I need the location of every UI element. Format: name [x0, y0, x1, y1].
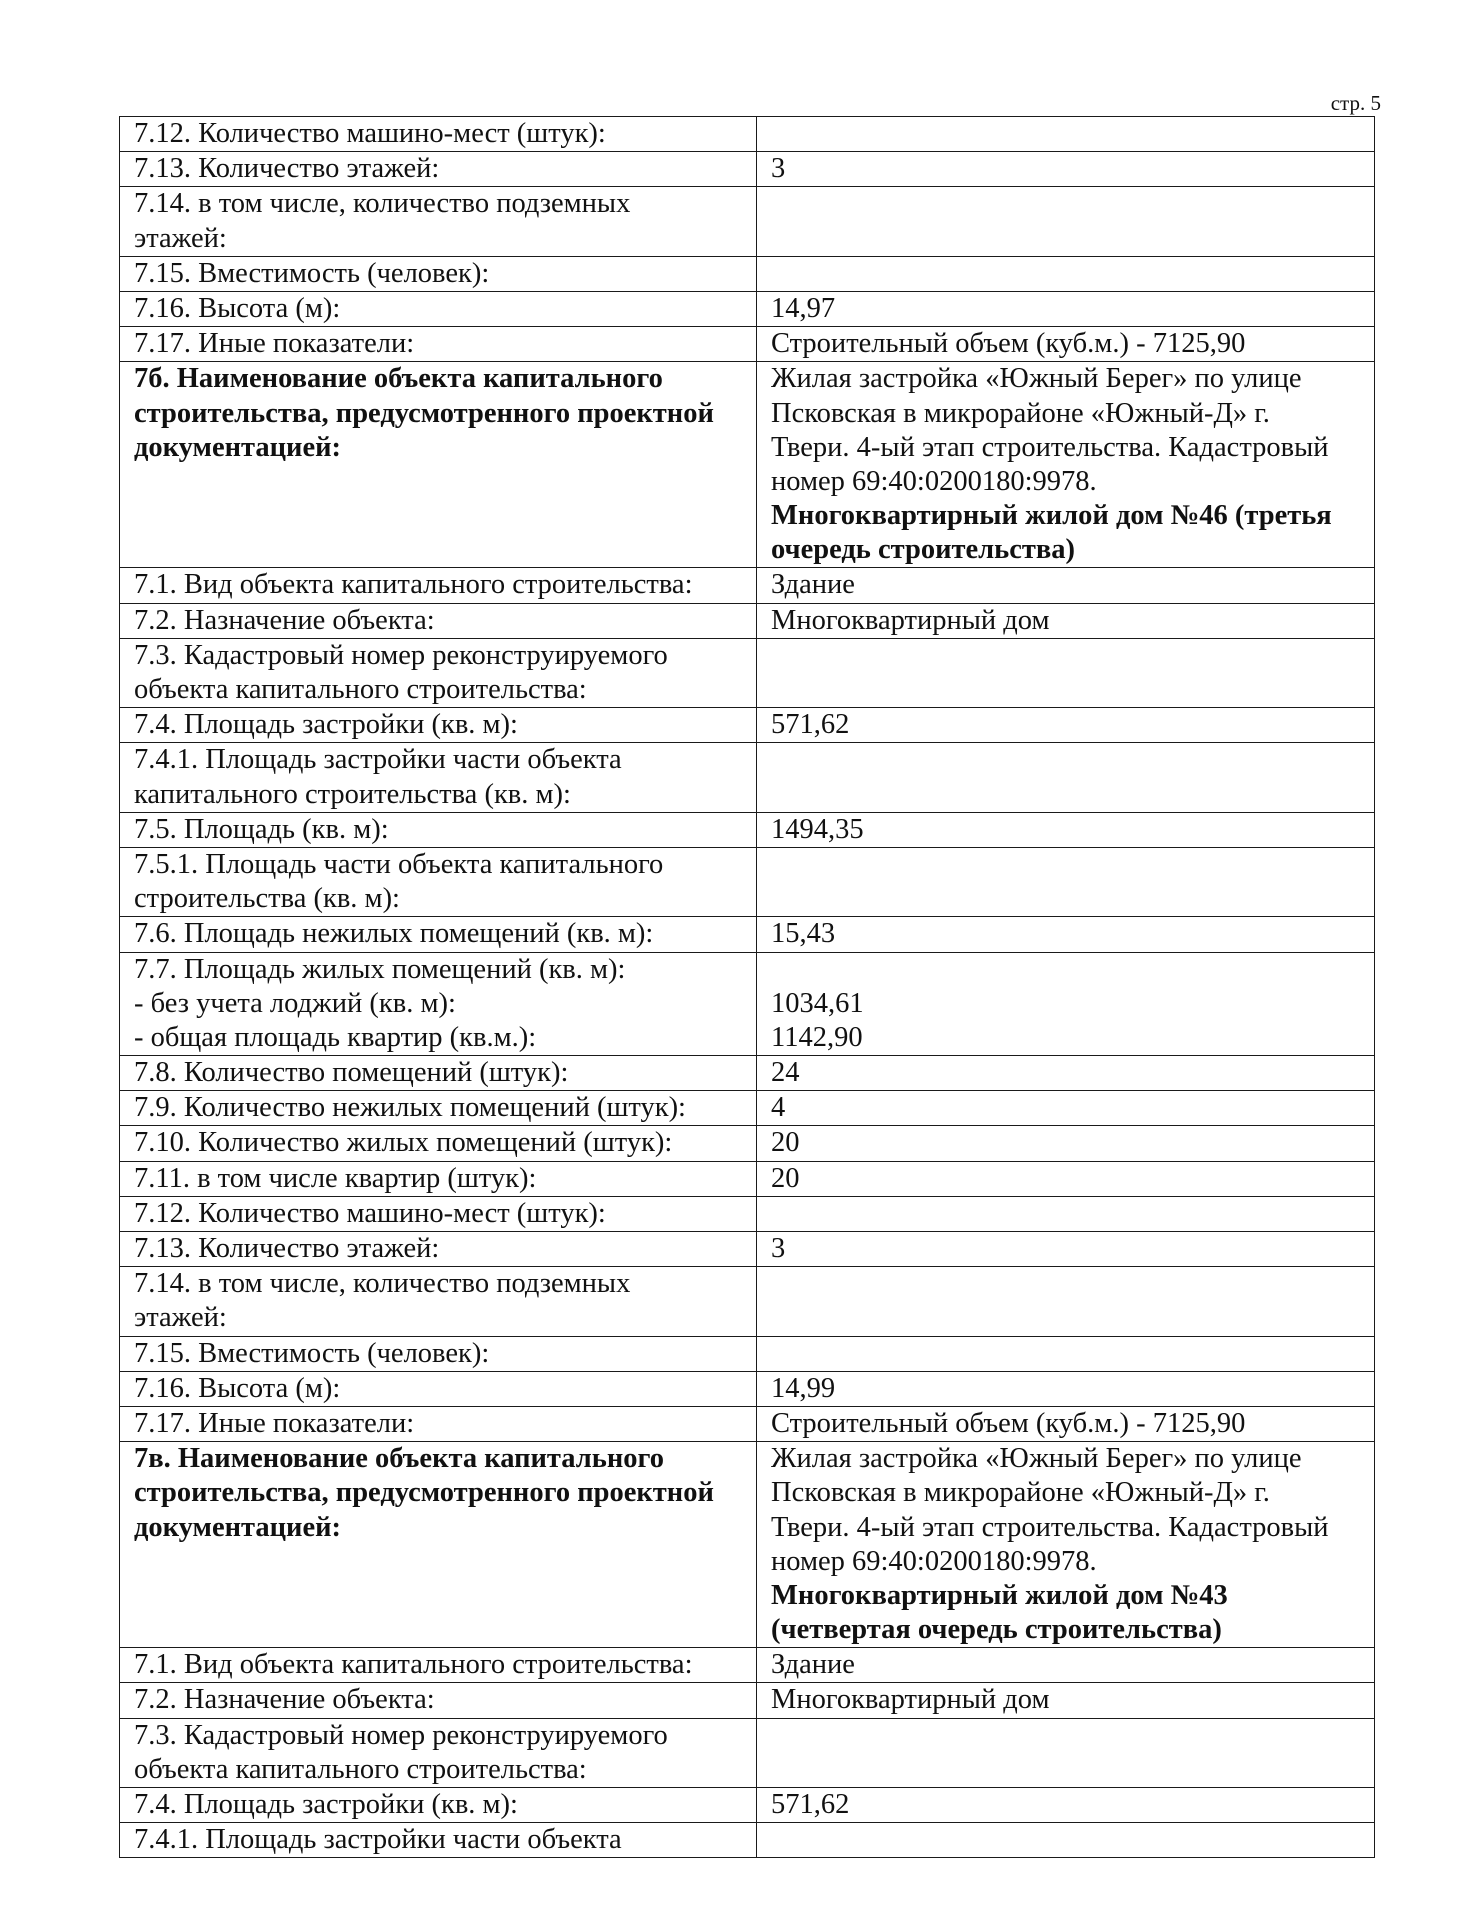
field-value-cell [757, 1337, 1374, 1371]
field-value-cell [757, 1091, 1374, 1125]
label-line: объекта капитального строительства: [134, 1753, 587, 1785]
value-line: 571,62 [771, 1789, 850, 1820]
field-label-cell [120, 1091, 757, 1125]
label-line: 7.5. Площадь (кв. м): [134, 813, 389, 845]
object-characteristics-table [119, 116, 1375, 1858]
field-value-cell [757, 257, 1374, 291]
value-line: 1142,90 [771, 1021, 863, 1053]
label-line: 7.1. Вид объекта капитального строительства: [134, 569, 693, 601]
table-row [120, 1372, 1374, 1407]
field-value-cell [757, 1823, 1374, 1857]
field-label-cell [120, 1162, 757, 1196]
value-line [771, 1337, 1362, 1371]
value-line: 14,97 [771, 292, 836, 324]
table-row [120, 1056, 1374, 1091]
field-label-cell [120, 604, 757, 638]
table-row [120, 743, 1374, 812]
table-row [120, 604, 1374, 639]
field-value-cell [757, 639, 1374, 707]
table-row [120, 1719, 1374, 1788]
table-row [120, 639, 1374, 708]
label-line: капитального строительства (кв. м): [134, 778, 571, 810]
value-line [771, 187, 1362, 221]
table-row [120, 848, 1374, 917]
field-label-cell [120, 187, 757, 255]
field-value-cell [757, 187, 1374, 255]
table-row [120, 292, 1374, 327]
table-row [120, 708, 1374, 743]
table-row [120, 1091, 1374, 1126]
value-line: номер 69:40:0200180:9978. [771, 1545, 1097, 1577]
label-line: 7.15. Вместимость (человек): [134, 1337, 490, 1369]
field-label-cell [120, 1232, 757, 1266]
table-row [120, 1823, 1374, 1857]
field-label-cell [120, 1197, 757, 1231]
table-row [120, 1162, 1374, 1197]
field-value-cell [757, 327, 1374, 361]
value-line: 1494,35 [771, 813, 864, 845]
label-line: - общая площадь квартир (кв.м.): [134, 1021, 537, 1053]
field-label-cell [120, 257, 757, 291]
field-label-cell [120, 848, 757, 916]
label-line: 7.10. Количество жилых помещений (штук): [134, 1127, 673, 1159]
table-row [120, 1683, 1374, 1718]
label-line: 7.3. Кадастровый номер реконструируемого [134, 1719, 668, 1751]
value-line: Жилая застройка «Южный Берег» по улице [771, 1443, 1302, 1475]
field-value-cell [757, 1372, 1374, 1406]
label-line: - без учета лоджий (кв. м): [134, 987, 456, 1019]
field-value-cell [757, 708, 1374, 742]
field-value-cell [757, 117, 1374, 151]
field-value-cell [757, 1407, 1374, 1441]
value-line: Строительный объем (куб.м.) - 7125,90 [771, 328, 1246, 360]
label-line: 7.13. Количество этажей: [134, 153, 440, 185]
value-line [771, 639, 1362, 673]
field-value-cell [757, 604, 1374, 638]
field-label-cell [120, 639, 757, 707]
field-value-cell [757, 1126, 1374, 1160]
value-line [771, 1823, 1362, 1857]
table-row [120, 1788, 1374, 1823]
value-line [771, 848, 1362, 882]
section-header-row [120, 1442, 1374, 1648]
value-line: 20 [771, 1127, 800, 1159]
label-line: 7.16. Высота (м): [134, 292, 341, 324]
label-line: этажей: [134, 1302, 227, 1334]
building-name-line: (четвертая очередь строительства) [771, 1614, 1222, 1646]
value-line: Строительный объем (куб.м.) - 7125,90 [771, 1407, 1246, 1439]
value-line [771, 953, 1362, 987]
field-value-cell [757, 568, 1374, 602]
label-line: 7.4.1. Площадь застройки части объекта [134, 1824, 622, 1856]
label-line: 7.12. Количество машино-мест (штук): [134, 1197, 606, 1229]
label-line: строительства, предусмотренного проектной [134, 397, 714, 429]
value-line: 15,43 [771, 918, 836, 950]
section-title-cell [120, 362, 757, 567]
field-value-cell [757, 1197, 1374, 1231]
field-label-cell [120, 708, 757, 742]
field-value-cell [757, 953, 1374, 1056]
table-row [120, 1126, 1374, 1161]
label-line: 7.7. Площадь жилых помещений (кв. м): [134, 953, 626, 985]
label-line: документацией: [134, 1511, 342, 1543]
label-line: 7.6. Площадь нежилых помещений (кв. м): [134, 918, 654, 950]
value-line: Псковская в микрорайоне «Южный-Д» г. [771, 397, 1270, 429]
table-row [120, 327, 1374, 362]
value-line: номер 69:40:0200180:9978. [771, 465, 1097, 497]
table-row [120, 917, 1374, 952]
table-row [120, 1407, 1374, 1442]
label-line: 7.13. Количество этажей: [134, 1233, 440, 1264]
label-line: 7б. Наименование объекта капитального [134, 363, 663, 395]
label-line: 7.2. Назначение объекта: [134, 1684, 435, 1716]
field-value-cell [757, 813, 1374, 847]
table-row [120, 152, 1374, 187]
field-label-cell [120, 1823, 757, 1857]
label-line: 7в. Наименование объекта капитального [134, 1443, 664, 1475]
value-line: Псковская в микрорайоне «Южный-Д» г. [771, 1477, 1270, 1509]
field-value-cell [757, 1683, 1374, 1717]
label-line: 7.3. Кадастровый номер реконструируемого [134, 639, 668, 671]
value-line: 4 [771, 1092, 786, 1124]
object-description-cell [757, 1442, 1374, 1647]
value-line [771, 1197, 1362, 1231]
field-label-cell [120, 1056, 757, 1090]
label-line: 7.4. Площадь застройки (кв. м): [134, 709, 518, 741]
label-line: строительства, предусмотренного проектной [134, 1477, 714, 1509]
field-label-cell [120, 1407, 757, 1441]
field-label-cell [120, 743, 757, 811]
field-value-cell [757, 917, 1374, 951]
value-line [771, 743, 1362, 777]
table-row [120, 1197, 1374, 1232]
value-line: Твери. 4-ый этап строительства. Кадастровый [771, 431, 1329, 463]
value-line: 3 [771, 153, 786, 185]
value-line: 3 [771, 1233, 786, 1264]
value-line: 1034,61 [771, 987, 864, 1019]
section-header-row [120, 362, 1374, 568]
value-line [771, 117, 1362, 151]
table-row [120, 187, 1374, 256]
label-line: 7.16. Высота (м): [134, 1372, 341, 1404]
label-line: документацией: [134, 431, 342, 463]
label-line: строительства (кв. м): [134, 883, 400, 915]
table-row [120, 568, 1374, 603]
table-row [120, 1337, 1374, 1372]
field-value-cell [757, 1162, 1374, 1196]
table-row [120, 813, 1374, 848]
field-label-cell [120, 1372, 757, 1406]
field-label-cell [120, 1788, 757, 1822]
table-row [120, 1267, 1374, 1336]
field-value-cell [757, 743, 1374, 811]
field-value-cell [757, 1788, 1374, 1822]
field-label-cell [120, 292, 757, 326]
field-value-cell [757, 1648, 1374, 1682]
label-line: 7.12. Количество машино-мест (штук): [134, 118, 606, 149]
field-label-cell [120, 1648, 757, 1682]
value-line: 24 [771, 1057, 800, 1089]
table-row [120, 257, 1374, 292]
table-row [120, 1648, 1374, 1683]
label-line: 7.4. Площадь застройки (кв. м): [134, 1789, 518, 1820]
field-label-cell [120, 1126, 757, 1160]
field-value-cell [757, 1719, 1374, 1787]
field-value-cell [757, 1232, 1374, 1266]
label-line: 7.15. Вместимость (человек): [134, 257, 490, 289]
label-line: 7.11. в том числе квартир (штук): [134, 1162, 537, 1194]
field-value-cell [757, 848, 1374, 916]
label-line: 7.14. в том числе, количество подземных [134, 188, 631, 220]
field-label-cell [120, 568, 757, 602]
label-line: 7.14. в том числе, количество подземных [134, 1268, 631, 1300]
label-line: 7.5.1. Площадь части объекта капитального [134, 848, 664, 880]
value-line: Твери. 4-ый этап строительства. Кадастровый [771, 1511, 1329, 1543]
field-label-cell [120, 917, 757, 951]
label-line: 7.4.1. Площадь застройки части объекта [134, 744, 622, 776]
label-line: 7.9. Количество нежилых помещений (штук): [134, 1092, 686, 1124]
label-line: этажей: [134, 222, 227, 254]
value-line: 20 [771, 1162, 800, 1194]
field-label-cell [120, 117, 757, 151]
field-value-cell [757, 1267, 1374, 1335]
label-line: 7.1. Вид объекта капитального строительства: [134, 1649, 693, 1681]
value-line: 14,99 [771, 1372, 836, 1404]
section-title-cell [120, 1442, 757, 1647]
building-name-line: Многоквартирный жилой дом №46 (третья [771, 500, 1332, 532]
value-line [771, 1719, 1362, 1753]
field-value-cell [757, 1056, 1374, 1090]
value-line: 571,62 [771, 709, 850, 741]
label-line: объекта капитального строительства: [134, 674, 587, 705]
value-line: Здание [771, 569, 855, 601]
label-line: 7.8. Количество помещений (штук): [134, 1057, 569, 1089]
field-label-cell [120, 813, 757, 847]
label-line: 7.17. Иные показатели: [134, 1407, 415, 1439]
field-label-cell [120, 953, 757, 1056]
value-line: Многоквартирный дом [771, 1684, 1050, 1716]
field-label-cell [120, 1337, 757, 1371]
field-label-cell [120, 1267, 757, 1335]
field-value-cell [757, 292, 1374, 326]
table-row [120, 1232, 1374, 1267]
object-description-cell [757, 362, 1374, 567]
label-line: 7.17. Иные показатели: [134, 328, 415, 360]
field-label-cell [120, 1719, 757, 1787]
value-line [771, 1267, 1362, 1301]
label-line: 7.2. Назначение объекта: [134, 604, 435, 636]
value-line: Здание [771, 1649, 855, 1681]
page-number: стр. 5 [1330, 91, 1381, 115]
building-name-line: Многоквартирный жилой дом №43 [771, 1579, 1228, 1611]
field-label-cell [120, 152, 757, 186]
field-value-cell [757, 152, 1374, 186]
field-label-cell [120, 327, 757, 361]
value-line [771, 257, 1362, 291]
table-row [120, 953, 1374, 1057]
building-name-line: очередь строительства) [771, 534, 1075, 566]
field-label-cell [120, 1683, 757, 1717]
value-line: Многоквартирный дом [771, 604, 1050, 636]
table-row [120, 117, 1374, 152]
value-line: Жилая застройка «Южный Берег» по улице [771, 363, 1302, 395]
